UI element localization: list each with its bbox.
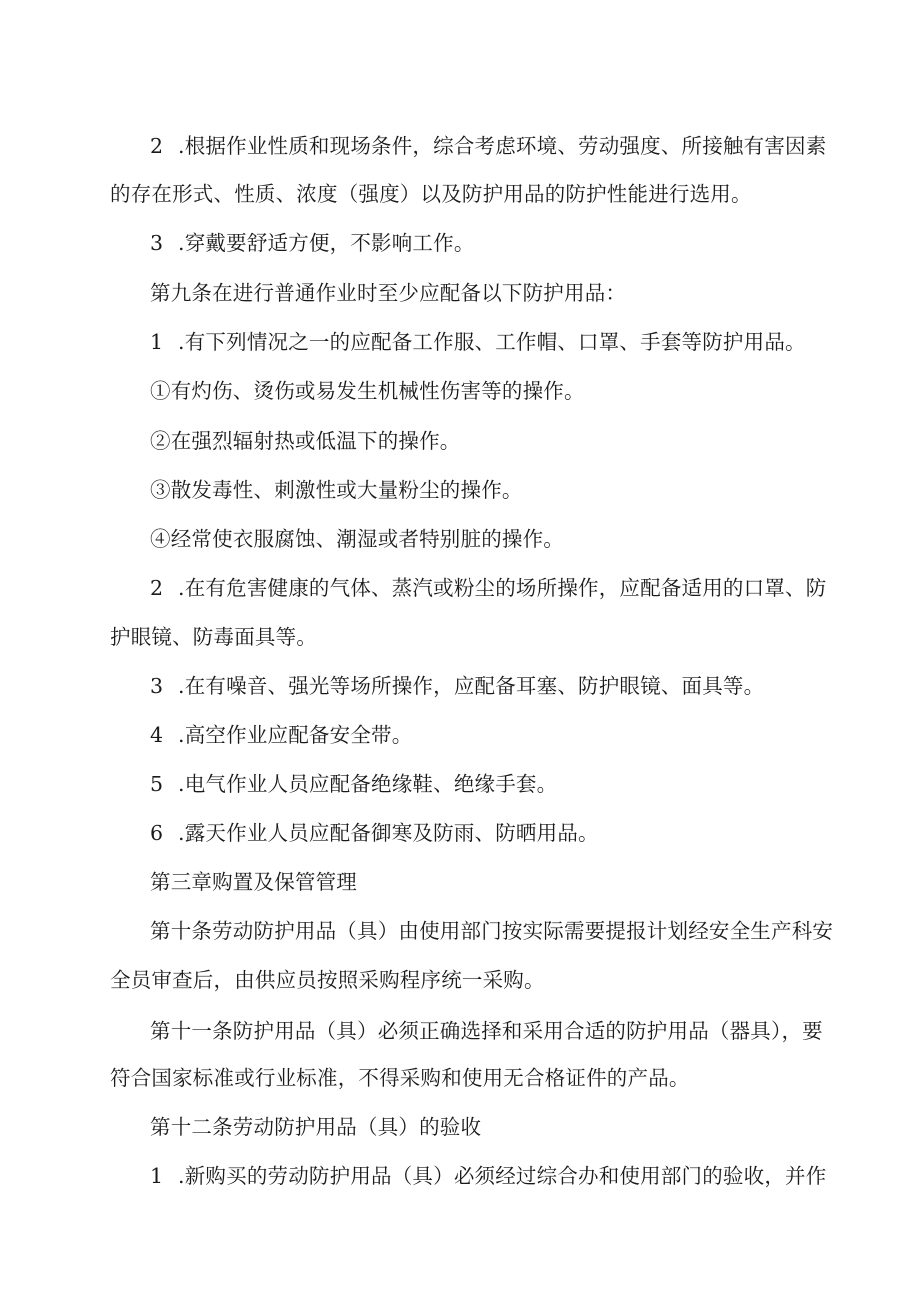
item-number: 1 [150, 330, 164, 354]
article-heading [150, 1114, 862, 1140]
item-number: 2 [150, 576, 164, 600]
item-number: 2 [150, 134, 164, 158]
paragraph-line [110, 624, 822, 650]
line-text: .穿戴要舒适方便，不影响工作。 [178, 231, 475, 255]
paragraph-line [150, 771, 862, 797]
line-text: 护眼镜、防毒面具等。 [110, 625, 317, 649]
paragraph-line [150, 673, 862, 699]
paragraph-line [150, 329, 862, 355]
line-text: 全员审查后，由供应员按照采购程序统一采购。 [110, 968, 545, 992]
paragraph-line [110, 967, 822, 993]
paragraph-line [150, 820, 862, 846]
paragraph-line [150, 526, 862, 552]
line-text: ③散发毒性、刺激性或大量粉尘的操作。 [150, 478, 523, 502]
line-text: .在有噪音、强光等场所操作，应配备耳塞、防护眼镜、面具等。 [178, 674, 765, 698]
line-text: 符合国家标准或行业标准，不得采购和使用无合格证件的产品。 [110, 1066, 690, 1090]
line-text: 第十二条劳动防护用品（具）的验收 [150, 1115, 482, 1139]
paragraph-line [150, 722, 862, 748]
line-text: ①有灼伤、烫伤或易发生机械性伤害等的操作。 [150, 379, 585, 403]
line-text: 的存在形式、性质、浓度（强度）以及防护用品的防护性能进行选用。 [110, 182, 752, 206]
line-text: .露天作业人员应配备御寒及防雨、防晒用品。 [178, 821, 599, 845]
item-number: 3 [150, 674, 164, 698]
line-text: ②在强烈辐射热或低温下的操作。 [150, 429, 461, 453]
line-text: .新购买的劳动防护用品（具）必须经过综合办和使用部门的验收，并作 [178, 1164, 827, 1188]
line-text: .根据作业性质和现场条件，综合考虑环境、劳动强度、所接触有害因素 [178, 134, 827, 158]
line-text: 第九条在进行普通作业时至少应配备以下防护用品： [150, 281, 627, 305]
paragraph-line [150, 230, 862, 256]
paragraph-line [110, 181, 822, 207]
item-number: 4 [150, 723, 164, 747]
line-text: .有下列情况之一的应配备工作服、工作帽、口罩、手套等防护用品。 [178, 330, 806, 354]
line-text: 第十一条防护用品（具）必须正确选择和采用合适的防护用品（器具），要 [150, 1019, 823, 1043]
paragraph-line [150, 378, 862, 404]
paragraph-line [150, 575, 862, 601]
paragraph-line [150, 133, 862, 159]
paragraph-line [150, 918, 862, 944]
paragraph-line [150, 1018, 862, 1044]
line-text: .在有危害健康的气体、蒸汽或粉尘的场所操作，应配备适用的口罩、防 [178, 576, 827, 600]
chapter-heading [150, 869, 862, 895]
paragraph-line [150, 1163, 862, 1189]
line-text: .电气作业人员应配备绝缘鞋、绝缘手套。 [178, 772, 558, 796]
item-number: 6 [150, 821, 164, 845]
line-text: ④经常使衣服腐蚀、潮湿或者特别脏的操作。 [150, 527, 564, 551]
line-text: 第十条劳动防护用品（具）由使用部门按实际需要提报计划经安全生产科安 [150, 919, 834, 943]
paragraph-line [110, 1065, 822, 1091]
line-text: .高空作业应配备安全带。 [178, 723, 413, 747]
item-number: 5 [150, 772, 164, 796]
item-number: 1 [150, 1164, 164, 1188]
paragraph-line [150, 428, 862, 454]
paragraph-line [150, 477, 862, 503]
item-number: 3 [150, 231, 164, 255]
line-text: 第三章购置及保管管理 [150, 870, 357, 894]
article-heading [150, 280, 862, 306]
